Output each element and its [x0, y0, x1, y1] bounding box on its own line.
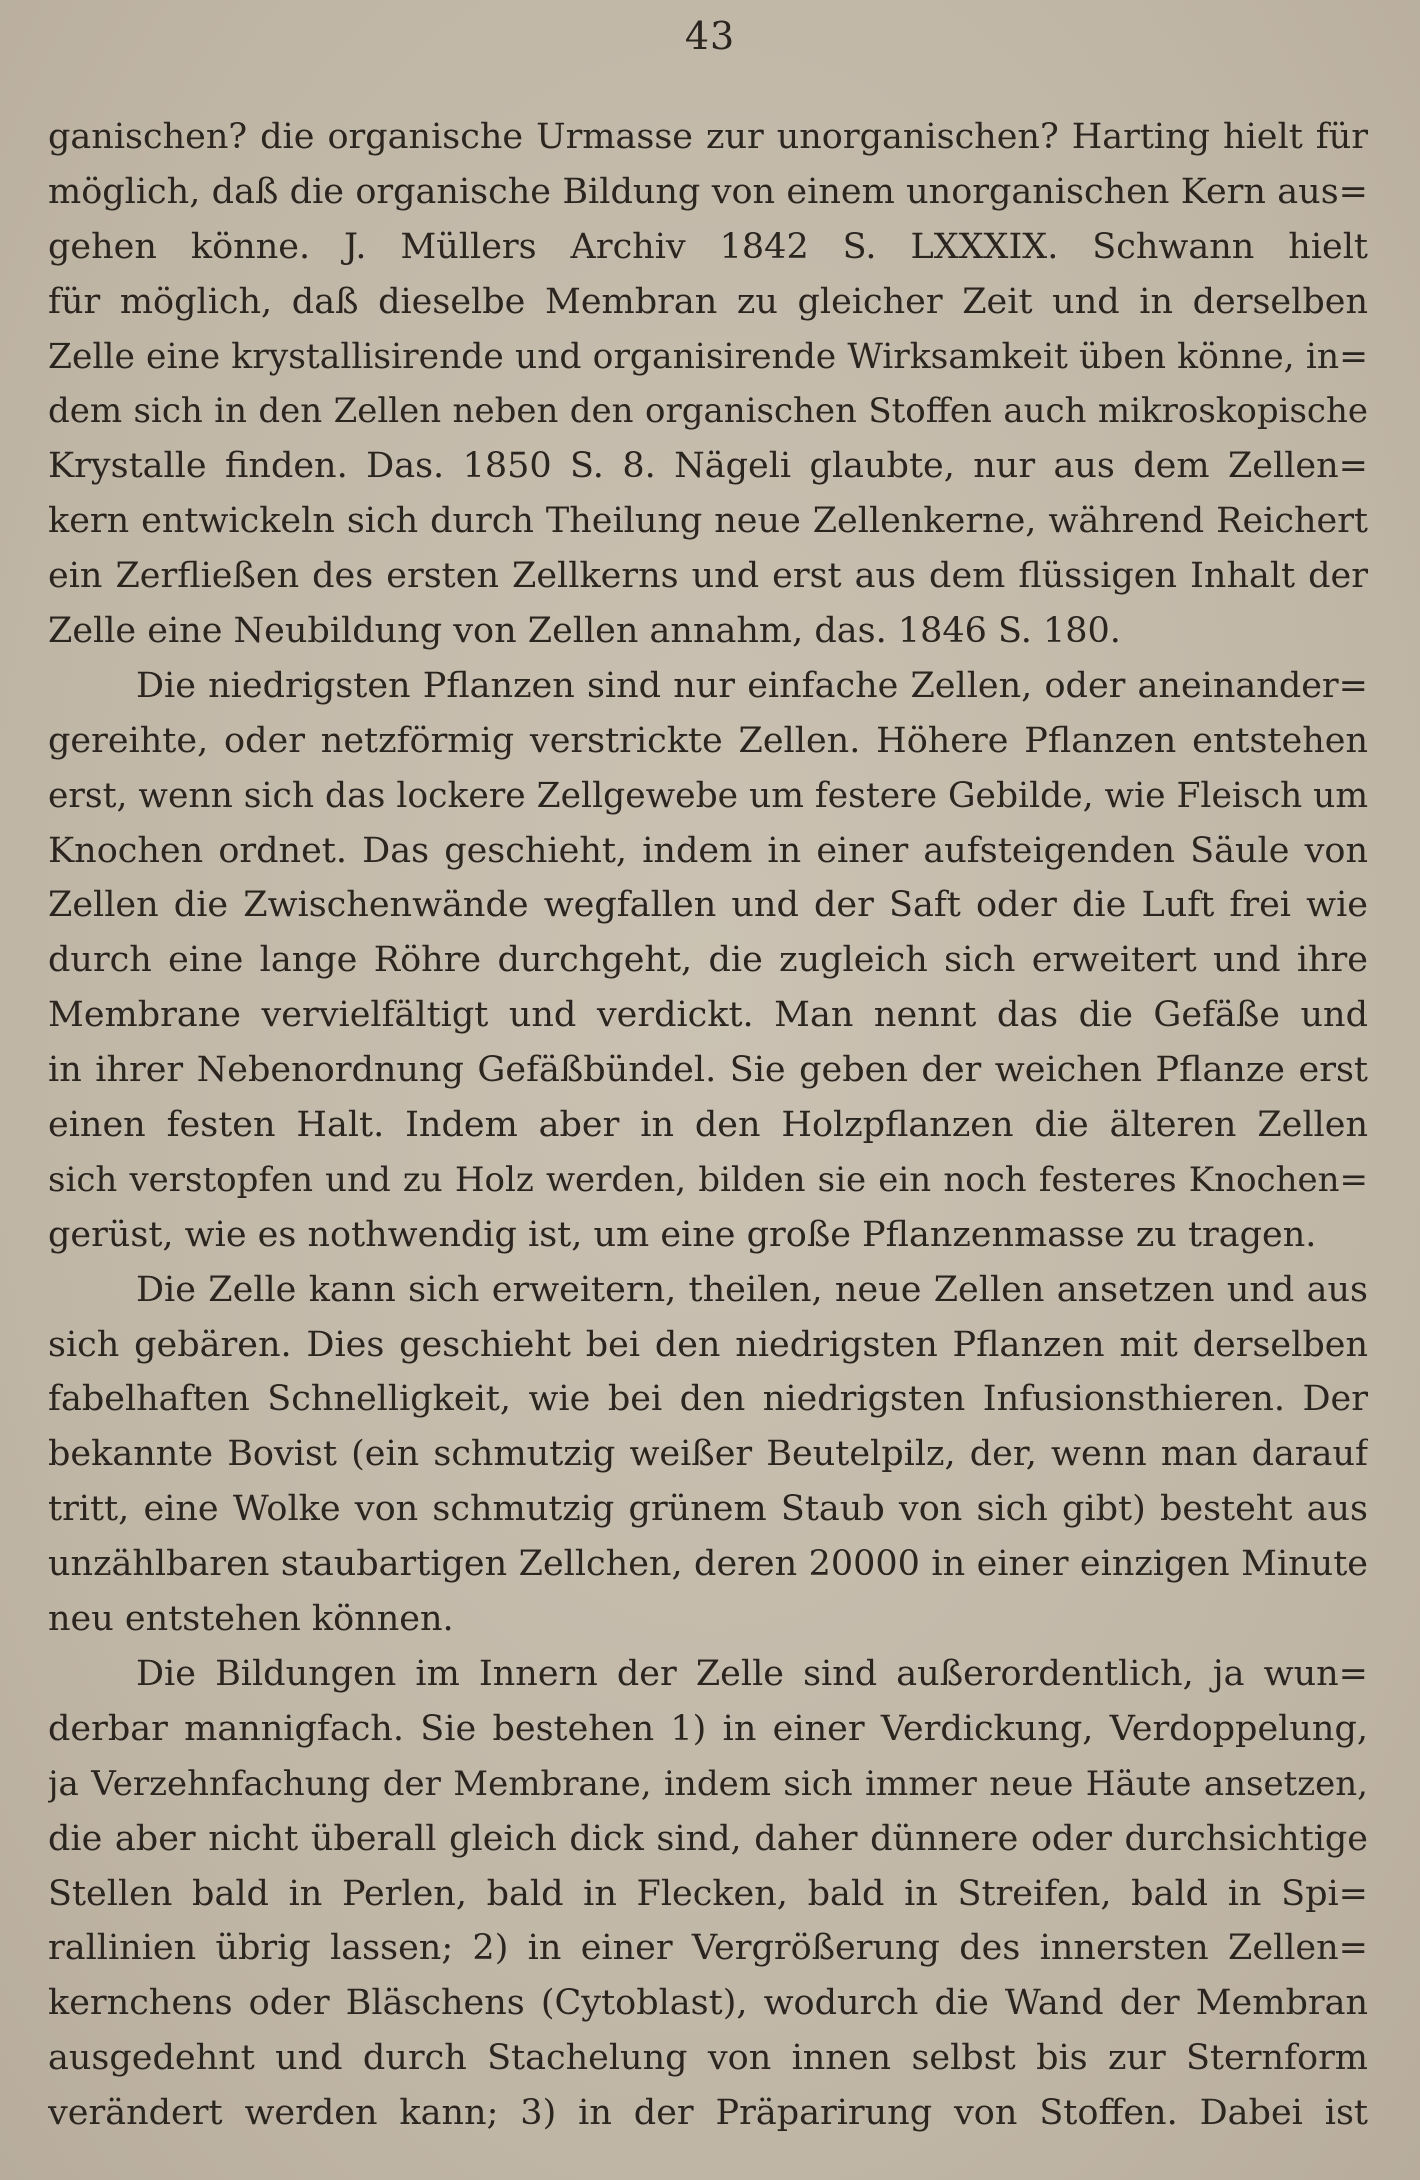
- text-line: Knochen ordnet. Das geschieht, indem in einer aufsteigenden Säule von: [48, 830, 1368, 871]
- text-line: Krystalle finden. Das. 1850 S. 8. Nägeli glaubte, nur aus dem Zellen=: [48, 446, 1368, 487]
- text-line: möglich, daß die organische Bildung von einem unorganischen Kern aus=: [48, 171, 1368, 212]
- text-line: rallinien übrig lassen; 2) in einer Vergrößerung des innersten Zellen=: [48, 1928, 1368, 1969]
- page-number: 43: [684, 14, 736, 58]
- text-line: ganischen? die organische Urmasse zur unorganischen? Harting hielt für: [48, 117, 1368, 157]
- text-line: einen festen Halt. Indem aber in den Holzpflanzen die älteren Zellen: [48, 1105, 1368, 1146]
- text-line: neu entstehen können.: [48, 1599, 454, 1640]
- text-line: gereihte, oder netzförmig verstrickte Zellen. Höhere Pflanzen entstehen: [48, 720, 1368, 761]
- text-line: verändert werden kann; 3) in der Präparirung von Stoffen. Dabei ist: [48, 2093, 1368, 2134]
- text-line: ein Zerfließen des ersten Zellkerns und erst aus dem flüssigen Inhalt der: [48, 556, 1368, 597]
- text-line: kern entwickeln sich durch Theilung neue Zellenkerne, während Reichert: [48, 501, 1368, 542]
- text-line: tritt, eine Wolke von schmutzig grünem Staub von sich gibt) besteht aus: [48, 1489, 1368, 1530]
- text-line: Die niedrigsten Pflanzen sind nur einfache Zellen, oder aneinander=: [136, 665, 1368, 706]
- text-line: für möglich, daß dieselbe Membran zu gleicher Zeit und in derselben: [48, 281, 1368, 322]
- text-line: Die Zelle kann sich erweitern, theilen, neue Zellen ansetzen und aus: [136, 1269, 1368, 1310]
- body-text: [48, 110, 1368, 2141]
- text-line: kernchens oder Bläschens (Cytoblast), wodurch die Wand der Membran: [48, 1983, 1368, 2024]
- text-line: fabelhaften Schnelligkeit, wie bei den niedrigsten Infusionsthieren. Der: [48, 1379, 1368, 1420]
- text-line: die aber nicht überall gleich dick sind, daher dünnere oder durchsichtige: [48, 1818, 1368, 1859]
- text-line: Zellen die Zwischenwände wegfallen und der Saft oder die Luft frei wie: [48, 885, 1368, 926]
- text-line: Zelle eine Neubildung von Zellen annahm, das. 1846 S. 180.: [48, 611, 1121, 652]
- text-line: Zelle eine krystallisirende und organisirende Wirksamkeit üben könne, in=: [48, 336, 1368, 377]
- text-line: Die Bildungen im Innern der Zelle sind außerordentlich, ja wun=: [136, 1653, 1368, 1694]
- text-line: unzählbaren staubartigen Zellchen, deren 20000 in einer einzigen Minute: [48, 1544, 1368, 1585]
- text-line: ausgedehnt und durch Stachelung von innen selbst bis zur Sternform: [48, 2038, 1368, 2079]
- text-line: dem sich in den Zellen neben den organischen Stoffen auch mikroskopische: [48, 391, 1368, 432]
- text-line: gehen könne. J. Müllers Archiv 1842 S. LXXXIX. Schwann hielt: [48, 226, 1368, 267]
- text-line: in ihrer Nebenordnung Gefäßbündel. Sie geben der weichen Pflanze erst: [48, 1050, 1368, 1091]
- text-line: gerüst, wie es nothwendig ist, um eine große Pflanzenmasse zu tragen.: [48, 1214, 1317, 1255]
- text-line: Membrane vervielfältigt und verdickt. Man nennt das die Gefäße und: [48, 995, 1368, 1036]
- text-line: sich verstopfen und zu Holz werden, bilden sie ein noch festeres Knochen=: [48, 1159, 1368, 1200]
- text-line: ja Verzehnfachung der Membrane, indem sich immer neue Häute ansetzen,: [48, 1763, 1368, 1804]
- text-line: erst, wenn sich das lockere Zellgewebe um festere Gebilde, wie Fleisch um: [48, 775, 1368, 816]
- text-line: bekannte Bovist (ein schmutzig weißer Beutelpilz, der, wenn man darauf: [48, 1434, 1368, 1475]
- text-line: durch eine lange Röhre durchgeht, die zugleich sich erweitert und ihre: [48, 940, 1368, 981]
- text-line: Stellen bald in Perlen, bald in Flecken, bald in Streifen, bald in Spi=: [48, 1873, 1368, 1914]
- text-line: derbar mannigfach. Sie bestehen 1) in einer Verdickung, Verdoppelung,: [48, 1708, 1368, 1749]
- text-line: sich gebären. Dies geschieht bei den niedrigsten Pflanzen mit derselben: [48, 1324, 1368, 1365]
